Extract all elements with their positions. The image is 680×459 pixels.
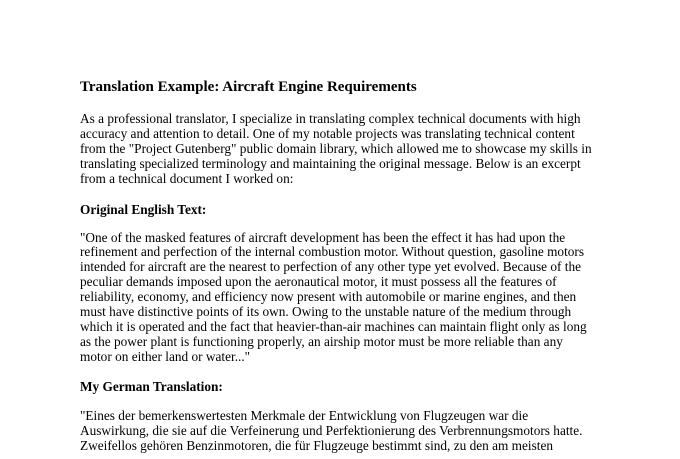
german-line: "Eines der bemerkenswertesten Merkmale der Entwicklung von Flugzeugen war die: [80, 407, 529, 423]
original-line: as the power plant is functioning properly, an airship motor must be more reliable than any: [80, 333, 563, 349]
german-line: Auswirkung, die sie auf die Verfeinerung und Perfektionierung des Verbrennungsmotors hatte.: [80, 422, 583, 438]
german-line: Zweifellos gehören Benzinmotoren, die für Flugzeuge bestimmt sind, zu den am meisten: [80, 437, 554, 453]
intro-line: translating specialized terminology and maintaining the original message. Below is an excerpt: [80, 155, 581, 171]
document-page: [80, 78, 640, 453]
intro-line: As a professional translator, I specialize in translating complex technical documents with high: [80, 111, 581, 126]
intro-paragraph: [80, 112, 640, 187]
intro-line: from the "Project Gutenberg" public domain library, which allowed me to showcase my skills in: [80, 140, 592, 156]
document-title: Translation Example: Aircraft Engine Requirements: [80, 79, 417, 95]
german-translation-paragraph: [80, 409, 640, 454]
original-line: must have distinctive points of its own. Owing to the unstable nature of the medium through: [80, 304, 572, 320]
intro-line: accuracy and attention to detail. One of my notable projects was translating technical content: [80, 125, 575, 141]
original-line: refinement and perfection of the internal combustion motor. Without question, gasoline motors: [80, 244, 585, 260]
original-line: reliability, economy, and efficiency now present with automobile or marine engines, and then: [80, 289, 577, 305]
german-translation-heading: My German Translation:: [80, 378, 223, 394]
intro-line: from a technical document I worked on:: [80, 170, 294, 186]
original-line: intended for aircraft are the nearest to perfection of any other type yet evolved. Because of the: [80, 259, 581, 275]
original-line: "One of the masked features of aircraft development has been the effect it has had upon the: [80, 229, 566, 245]
original-text-heading: Original English Text:: [80, 201, 207, 217]
original-line: which it is operated and the fact that heavier-than-air machines can maintain flight only as long: [80, 318, 587, 334]
original-line: peculiar demands imposed upon the aeronautical motor, it must possess all the features of: [80, 274, 557, 290]
original-text-paragraph: [80, 231, 640, 365]
original-line: motor on either land or water...": [80, 348, 251, 364]
